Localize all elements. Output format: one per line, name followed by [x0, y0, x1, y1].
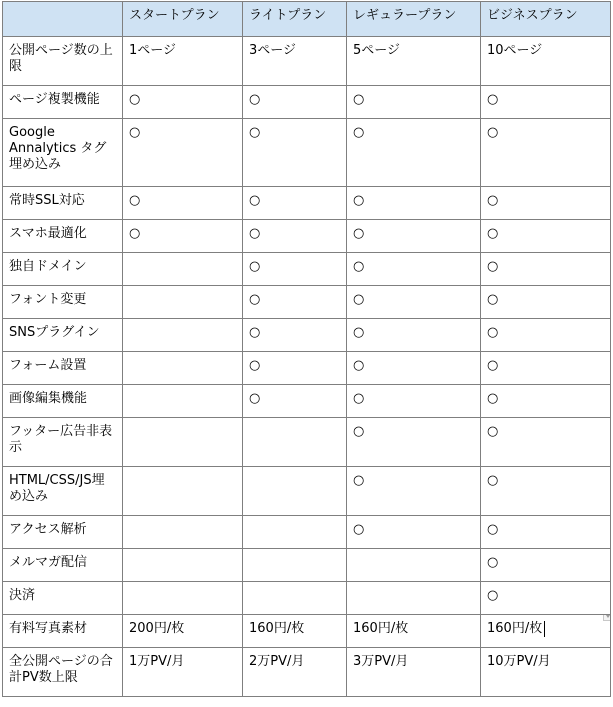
business-plan-cell[interactable]: ○ [481, 253, 611, 286]
regular-plan-cell[interactable]: ○ [347, 86, 481, 119]
regular-plan-cell[interactable]: ○ [347, 385, 481, 418]
table-row [3, 516, 611, 549]
start-plan-cell[interactable]: 1ページ [123, 37, 243, 86]
business-plan-cell[interactable]: ○ [481, 582, 611, 615]
regular-plan-cell[interactable]: ○ [347, 253, 481, 286]
regular-plan-cell[interactable]: ○ [347, 418, 481, 467]
business-plan-cell[interactable]: ○ [481, 319, 611, 352]
start-plan-cell[interactable] [123, 286, 243, 319]
business-plan-cell[interactable]: 10ページ [481, 37, 611, 86]
regular-plan-cell[interactable]: 3万PV/月 [347, 648, 481, 697]
regular-plan-cell[interactable]: 5ページ [347, 37, 481, 86]
lite-plan-cell[interactable]: ○ [243, 119, 347, 187]
business-plan-cell[interactable]: ○ [481, 286, 611, 319]
table-row [3, 119, 611, 187]
lite-plan-cell[interactable]: 3ページ [243, 37, 347, 86]
start-plan-cell[interactable] [123, 319, 243, 352]
feature-label-cell[interactable]: 有料写真素材 [3, 615, 123, 648]
table-row [3, 467, 611, 516]
regular-plan-cell[interactable]: ○ [347, 187, 481, 220]
plan-comparison-table [2, 1, 611, 697]
feature-label-cell[interactable]: 公開ページ数の上限 [3, 37, 123, 86]
lite-plan-cell[interactable] [243, 549, 347, 582]
feature-label-cell[interactable]: HTML/CSS/JS埋め込み [3, 467, 123, 516]
start-plan-cell[interactable]: ○ [123, 220, 243, 253]
feature-label-cell[interactable]: アクセス解析 [3, 516, 123, 549]
business-plan-cell[interactable]: ○ [481, 418, 611, 467]
business-plan-cell[interactable]: ○ [481, 516, 611, 549]
business-plan-cell[interactable]: ○ [481, 467, 611, 516]
lite-plan-cell[interactable]: ○ [243, 253, 347, 286]
table-row [3, 385, 611, 418]
table-row [3, 220, 611, 253]
feature-label-cell[interactable]: 全公開ページの合計PV数上限 [3, 648, 123, 697]
regular-plan-cell[interactable]: ○ [347, 319, 481, 352]
lite-plan-cell[interactable]: ○ [243, 352, 347, 385]
text-cursor [544, 621, 545, 637]
header-corner-cell[interactable] [3, 2, 123, 37]
feature-label-cell[interactable]: フォント変更 [3, 286, 123, 319]
business-plan-cell[interactable]: ○ [481, 86, 611, 119]
lite-plan-cell[interactable]: ○ [243, 86, 347, 119]
feature-label-cell[interactable]: 画像編集機能 [3, 385, 123, 418]
table-row [3, 37, 611, 86]
business-plan-cell[interactable]: ○ [481, 119, 611, 187]
lite-plan-cell[interactable]: ○ [243, 319, 347, 352]
table-row [3, 615, 611, 648]
lite-plan-cell[interactable]: ○ [243, 286, 347, 319]
feature-label-cell[interactable]: 常時SSL対応 [3, 187, 123, 220]
lite-plan-cell[interactable] [243, 582, 347, 615]
active-cell-text[interactable]: 160円/枚 [487, 621, 543, 636]
start-plan-cell[interactable] [123, 418, 243, 467]
start-plan-cell[interactable]: ○ [123, 187, 243, 220]
regular-plan-cell[interactable]: ○ [347, 516, 481, 549]
feature-label-cell[interactable]: メルマガ配信 [3, 549, 123, 582]
feature-label-cell[interactable]: フッター広告非表示 [3, 418, 123, 467]
regular-plan-cell[interactable]: ○ [347, 286, 481, 319]
feature-label-cell[interactable]: SNSプラグイン [3, 319, 123, 352]
regular-plan-cell[interactable]: 160円/枚 [347, 615, 481, 648]
lite-plan-cell[interactable]: 160円/枚 [243, 615, 347, 648]
lite-plan-cell[interactable]: ○ [243, 220, 347, 253]
table-row [3, 352, 611, 385]
table-row [3, 418, 611, 467]
table-row [3, 286, 611, 319]
business-plan-cell[interactable]: ○ [481, 352, 611, 385]
table-row [3, 582, 611, 615]
start-plan-cell[interactable]: 200円/枚 [123, 615, 243, 648]
start-plan-cell[interactable]: 1万PV/月 [123, 648, 243, 697]
start-plan-cell[interactable]: ○ [123, 119, 243, 187]
table-row [3, 187, 611, 220]
feature-label-cell[interactable]: スマホ最適化 [3, 220, 123, 253]
start-plan-cell[interactable] [123, 549, 243, 582]
start-plan-cell[interactable] [123, 582, 243, 615]
header-lite-plan[interactable]: ライトプラン [243, 2, 347, 37]
start-plan-cell[interactable] [123, 516, 243, 549]
header-start-plan[interactable]: スタートプラン [123, 2, 243, 37]
business-plan-cell[interactable]: ○ [481, 187, 611, 220]
lite-plan-cell[interactable]: ○ [243, 187, 347, 220]
business-plan-cell[interactable]: ○ [481, 385, 611, 418]
lite-plan-cell[interactable] [243, 516, 347, 549]
lite-plan-cell[interactable]: 2万PV/月 [243, 648, 347, 697]
regular-plan-cell[interactable]: ○ [347, 119, 481, 187]
feature-label-cell[interactable]: フォーム設置 [3, 352, 123, 385]
regular-plan-cell[interactable] [347, 582, 481, 615]
dropdown-arrow-icon[interactable] [603, 615, 611, 622]
lite-plan-cell[interactable] [243, 467, 347, 516]
regular-plan-cell[interactable] [347, 549, 481, 582]
feature-label-cell[interactable]: 決済 [3, 582, 123, 615]
header-regular-plan[interactable]: レギュラープラン [347, 2, 481, 37]
table-row [3, 549, 611, 582]
header-row [3, 2, 611, 37]
feature-label-cell[interactable]: ページ複製機能 [3, 86, 123, 119]
business-plan-cell-active[interactable] [481, 615, 611, 648]
header-business-plan[interactable]: ビジネスプラン [481, 2, 611, 37]
lite-plan-cell[interactable] [243, 418, 347, 467]
table-row [3, 253, 611, 286]
table-row [3, 648, 611, 697]
start-plan-cell[interactable] [123, 467, 243, 516]
regular-plan-cell[interactable]: ○ [347, 352, 481, 385]
feature-label-cell[interactable]: Google Annalytics タグ埋め込み [3, 119, 123, 187]
business-plan-cell[interactable]: 10万PV/月 [481, 648, 611, 697]
business-plan-cell[interactable]: ○ [481, 549, 611, 582]
start-plan-cell[interactable]: ○ [123, 86, 243, 119]
lite-plan-cell[interactable]: ○ [243, 385, 347, 418]
regular-plan-cell[interactable]: ○ [347, 220, 481, 253]
table-row [3, 86, 611, 119]
start-plan-cell[interactable] [123, 352, 243, 385]
regular-plan-cell[interactable]: ○ [347, 467, 481, 516]
business-plan-cell[interactable]: ○ [481, 220, 611, 253]
start-plan-cell[interactable] [123, 385, 243, 418]
table-row [3, 319, 611, 352]
feature-label-cell[interactable]: 独自ドメイン [3, 253, 123, 286]
start-plan-cell[interactable] [123, 253, 243, 286]
